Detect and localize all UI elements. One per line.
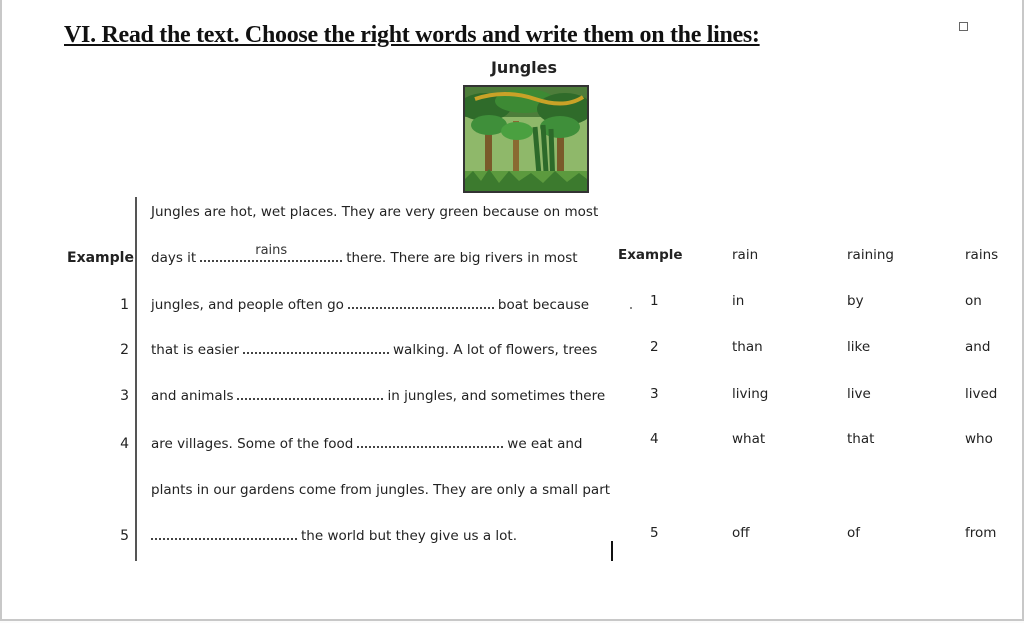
column-divider [135,197,137,561]
option-number: Example [618,247,683,263]
text-cursor [611,541,613,561]
line-text-before: days it [151,250,197,266]
line-text-before: that is easier [151,342,240,358]
option-number: 1 [650,293,659,309]
line-number: 1 [120,297,129,313]
option-b[interactable]: like [847,339,871,355]
option-b[interactable]: that [847,431,875,447]
option-a[interactable]: what [732,431,766,447]
answer-blank-1[interactable] [348,297,494,309]
line-text: plants in our gardens come from jungles. They are only a small part [151,482,611,498]
line-text-after: the world but they give us a lot. [301,528,517,544]
option-a[interactable]: rain [732,247,759,263]
option-b[interactable]: by [847,293,864,309]
option-a[interactable]: off [732,525,750,541]
line-text-after: boat because [497,297,590,313]
option-a[interactable]: living [732,386,769,402]
line-text-before: jungles, and people often go [151,297,344,313]
option-a[interactable]: in [732,293,745,309]
line-text-after: walking. A lot of flowers, trees [393,342,598,358]
story-title: Jungles [490,58,558,77]
option-b[interactable]: of [847,525,861,541]
instruction-heading: VI. Read the text. Choose the right words and write them on the lines: [64,22,760,48]
option-b[interactable]: raining [847,247,895,263]
option-number: 4 [650,431,659,447]
line-number: 4 [120,436,129,452]
option-a[interactable]: than [732,339,763,355]
answer-blank-3[interactable] [237,388,383,400]
line-text-before: and animals [151,388,234,404]
stray-mark [630,307,632,309]
answer-blank-example[interactable] [200,243,342,262]
answer-blank-2[interactable] [243,342,389,354]
option-b[interactable]: live [847,386,871,402]
line-number: 5 [120,528,129,544]
option-c[interactable]: who [965,431,993,447]
option-number: 5 [650,525,659,541]
answer-blank-5[interactable] [151,528,297,540]
option-number: 2 [650,339,659,355]
line-number: 2 [120,342,129,358]
option-c[interactable]: lived [965,386,998,402]
example-answer: rains [255,243,288,258]
line-text-after: there. There are big rivers in most [346,250,578,266]
option-c[interactable]: and [965,339,991,355]
option-c[interactable]: on [965,293,982,309]
option-number: 3 [650,386,659,402]
jungle-illustration [463,85,589,193]
line-number: Example [67,250,134,266]
line-text-after: in jungles, and sometimes there [387,388,606,404]
answer-blank-4[interactable] [357,436,503,448]
line-text-before: are villages. Some of the food [151,436,354,452]
option-c[interactable]: rains [965,247,999,263]
line-number: 3 [120,388,129,404]
checkbox-icon [959,22,968,31]
option-c[interactable]: from [965,525,997,541]
line-text: Jungles are hot, wet places. They are very green because on most [151,204,599,220]
line-text-after: we eat and [507,436,583,452]
